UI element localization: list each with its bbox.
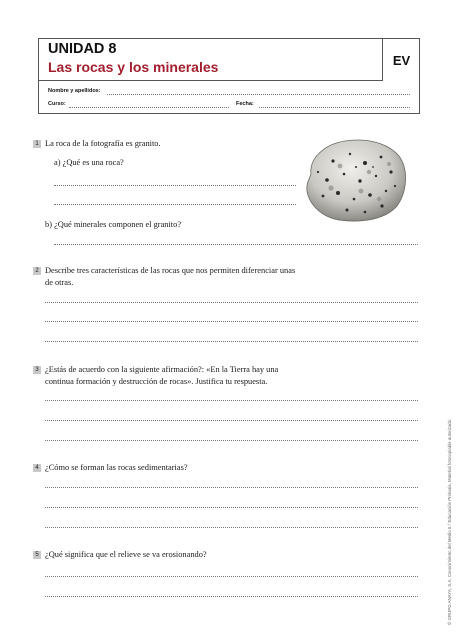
answer-line[interactable] xyxy=(45,321,418,322)
question-3-line1: ¿Estás de acuerdo con la siguiente afirmación?: «En la Tierra hay una xyxy=(45,365,279,374)
answer-line[interactable] xyxy=(45,341,418,342)
answer-line[interactable] xyxy=(45,440,418,441)
header-box xyxy=(38,38,420,114)
question-5-text: ¿Qué significa que el relieve se va erosionando? xyxy=(45,550,207,559)
title-area xyxy=(39,39,383,81)
answer-line[interactable] xyxy=(45,487,418,488)
name-field[interactable] xyxy=(107,94,410,95)
question-2-number: 2 xyxy=(33,267,41,275)
unit-subtitle: Las rocas y los minerales xyxy=(48,59,219,75)
date-label: Fecha: xyxy=(236,101,254,107)
course-field[interactable] xyxy=(69,107,229,108)
question-1-text: La roca de la fotografía es granito. xyxy=(45,139,161,148)
question-4-text: ¿Cómo se forman las rocas sedimentarias? xyxy=(45,463,188,472)
question-1b-text: b) ¿Qué minerales componen el granito? xyxy=(45,220,182,229)
question-2-line1: Describe tres características de las rocas que nos permiten diferenciar unas xyxy=(45,266,296,275)
copyright-note: © GRUPO ANAYA, S.A. Conocimiento del Medio 6.º Educación Primaria. Material fotocopiable autorizado. xyxy=(447,418,452,625)
question-4-number: 4 xyxy=(33,464,41,472)
answer-line[interactable] xyxy=(54,185,296,186)
question-1-number: 1 xyxy=(33,140,41,148)
answer-line[interactable] xyxy=(45,527,418,528)
answer-line[interactable] xyxy=(45,576,418,577)
answer-line[interactable] xyxy=(45,302,418,303)
answer-line[interactable] xyxy=(54,244,418,245)
answer-line[interactable] xyxy=(45,596,418,597)
course-label: Curso: xyxy=(48,101,66,107)
ev-badge: EV xyxy=(392,52,411,68)
question-2-line2: de otras. xyxy=(45,278,74,287)
answer-line[interactable] xyxy=(45,420,418,421)
question-5-number: 5 xyxy=(33,551,41,559)
question-1a-text: a) ¿Qué es una roca? xyxy=(54,158,124,167)
answer-line[interactable] xyxy=(45,507,418,508)
date-field[interactable] xyxy=(259,107,410,108)
granite-rock-image xyxy=(303,136,410,224)
question-3-number: 3 xyxy=(33,366,41,374)
question-3-line2: continua formación y destrucción de rocas». Justifica tu respuesta. xyxy=(45,377,268,386)
unit-title: UNIDAD 8 xyxy=(48,41,117,57)
name-label: Nombre y apellidos: xyxy=(48,88,101,94)
answer-line[interactable] xyxy=(45,400,418,401)
answer-line[interactable] xyxy=(54,204,296,205)
